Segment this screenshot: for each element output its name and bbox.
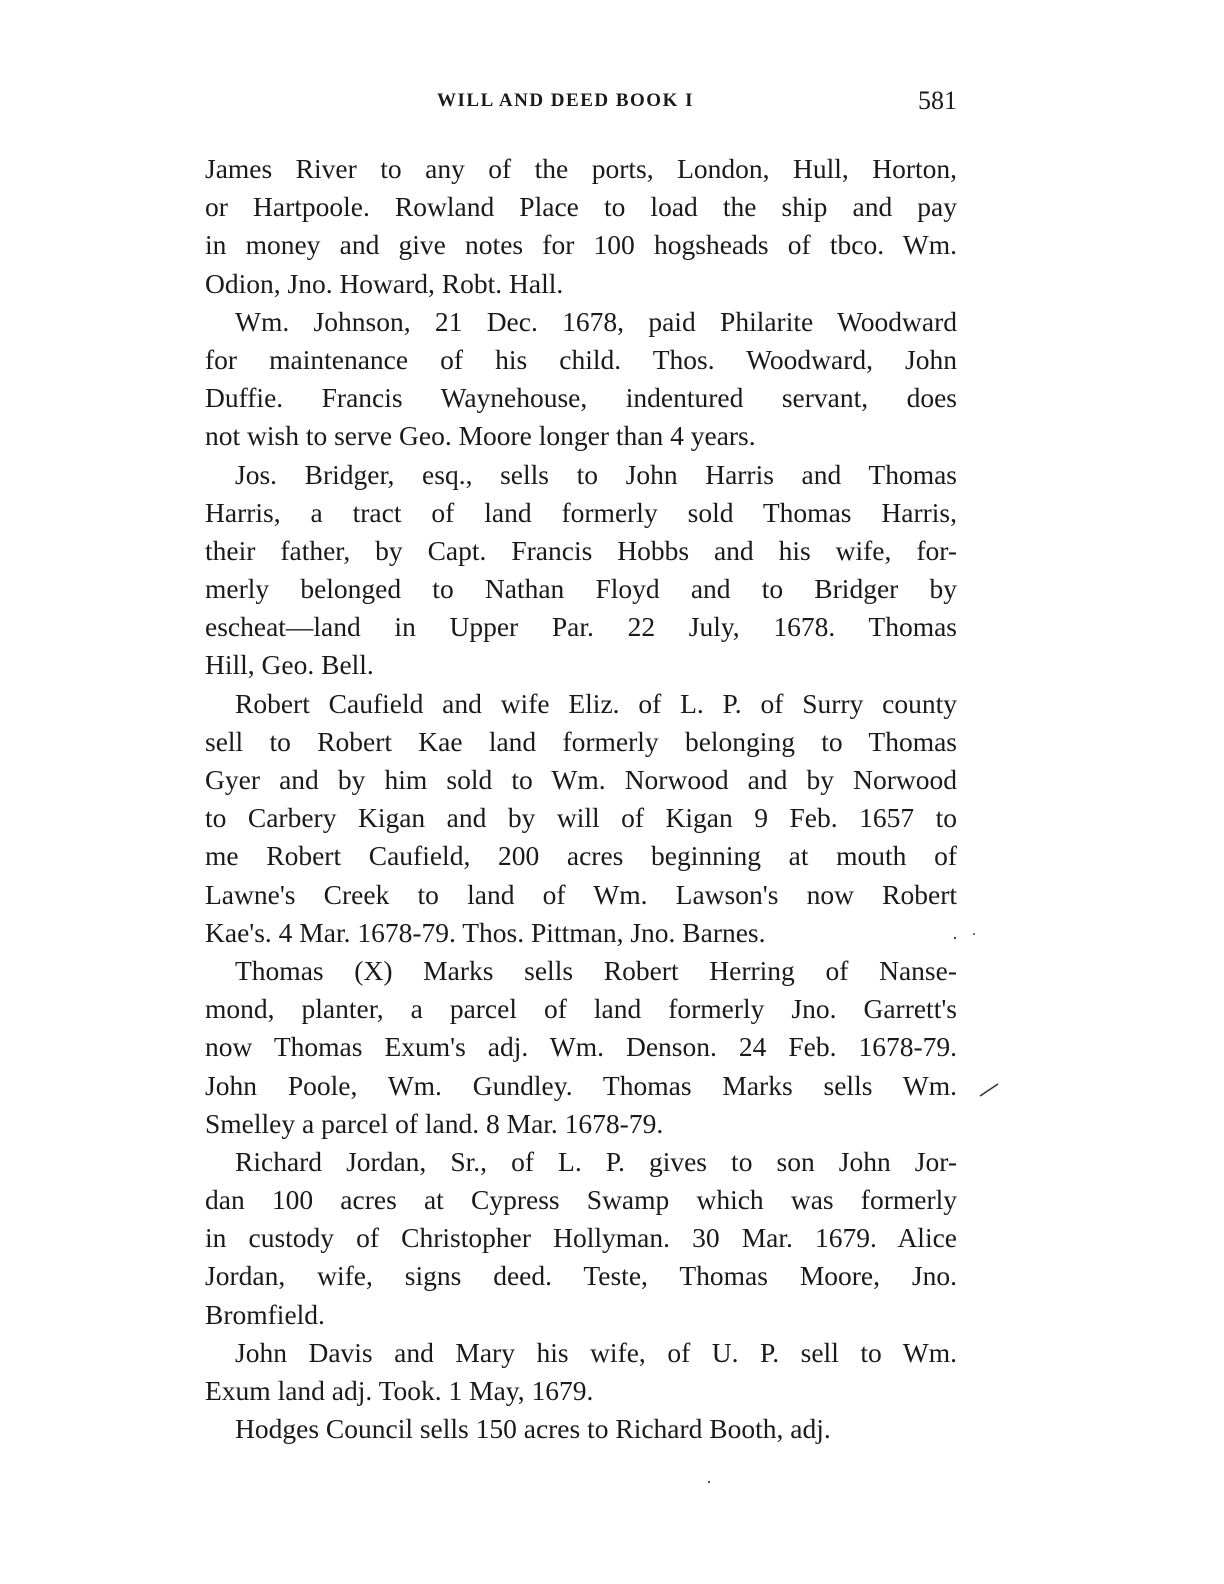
paragraph-1	[205, 150, 957, 303]
text-line: Smelley a parcel of land. 8 Mar. 1678-79.	[205, 1107, 664, 1139]
running-header	[205, 86, 957, 118]
paragraph-5	[205, 952, 957, 1143]
text-line: in custody of Christopher Hollyman. 30 Mar. 1679. Alice	[205, 1222, 957, 1254]
text-line: Exum land adj. Took. 1 May, 1679.	[205, 1375, 594, 1406]
text-line: or Hartpoole. Rowland Place to load the ship and pay	[205, 191, 957, 223]
text-line: Robert Caufield and wife Eliz. of L. P. of Surry county	[235, 687, 957, 719]
text-line: John Poole, Wm. Gundley. Thomas Marks sells Wm.	[205, 1069, 957, 1101]
text-line: Bromfield.	[205, 1298, 325, 1330]
text-line: John Davis and Mary his wife, of U. P. sell to Wm.	[235, 1336, 957, 1368]
speck-mark	[705, 1478, 715, 1488]
text-line: Richard Jordan, Sr., of L. P. gives to son John Jor-	[235, 1145, 957, 1177]
body-text	[205, 150, 957, 1448]
text-line: sell to Robert Kae land formerly belonging to Thomas	[205, 725, 957, 757]
page-number: 581	[918, 86, 957, 115]
paragraph-3	[205, 456, 957, 685]
text-line: dan 100 acres at Cypress Swamp which was formerly	[205, 1184, 957, 1216]
text-line: their father, by Capt. Francis Hobbs and his wife, for-	[205, 534, 957, 566]
text-line: escheat—land in Upper Par. 22 July, 1678. Thomas	[205, 611, 957, 643]
paragraph-2	[205, 303, 957, 456]
text-line: Duffie. Francis Waynehouse, indentured servant, does	[205, 382, 957, 414]
text-line: Hill, Geo. Bell.	[205, 649, 374, 681]
text-line: Hodges Council sells 150 acres to Richard Booth, adj.	[235, 1413, 831, 1445]
running-title: WILL AND DEED BOOK I	[437, 90, 694, 111]
paragraph-8	[205, 1410, 957, 1448]
text-line: merly belonged to Nathan Floyd and to Bridger by	[205, 573, 957, 605]
text-line: Lawne's Creek to land of Wm. Lawson's now Robert	[205, 878, 957, 910]
text-line: Jordan, wife, signs deed. Teste, Thomas Moore, Jno.	[205, 1260, 957, 1292]
text-line: Kae's. 4 Mar. 1678-79. Thos. Pittman, Jno. Barnes.	[205, 916, 766, 948]
text-line: to Carbery Kigan and by will of Kigan 9 Feb. 1657 to	[205, 802, 957, 834]
text-line: Jos. Bridger, esq., sells to John Harris and Thomas	[235, 458, 957, 490]
paragraph-7	[205, 1334, 957, 1410]
text-line: Thomas (X) Marks sells Robert Herring of Nanse-	[235, 954, 957, 986]
text-line: for maintenance of his child. Thos. Woodward, John	[205, 343, 957, 375]
text-line: mond, planter, a parcel of land formerly Jno. Garrett's	[205, 993, 957, 1025]
text-line: not wish to serve Geo. Moore longer than 4 years.	[205, 420, 756, 452]
text-line: Gyer and by him sold to Wm. Norwood and by Norwood	[205, 764, 957, 795]
text-line: in money and give notes for 100 hogsheads of tbco. Wm.	[205, 229, 957, 261]
text-line: Harris, a tract of land formerly sold Thomas Harris,	[205, 496, 957, 528]
paragraph-4	[205, 685, 957, 952]
text-line: Odion, Jno. Howard, Robt. Hall.	[205, 267, 564, 299]
margin-pencil-mark	[978, 1082, 1000, 1098]
text-line: Wm. Johnson, 21 Dec. 1678, paid Philarite Woodward	[235, 305, 957, 337]
paragraph-6	[205, 1143, 957, 1334]
text-line: me Robert Caufield, 200 acres beginning at mouth of	[205, 840, 957, 872]
margin-dot-marks	[950, 932, 980, 942]
text-line: now Thomas Exum's adj. Wm. Denson. 24 Feb. 1678-79.	[205, 1031, 957, 1063]
text-line: James River to any of the ports, London, Hull, Horton,	[205, 153, 957, 184]
